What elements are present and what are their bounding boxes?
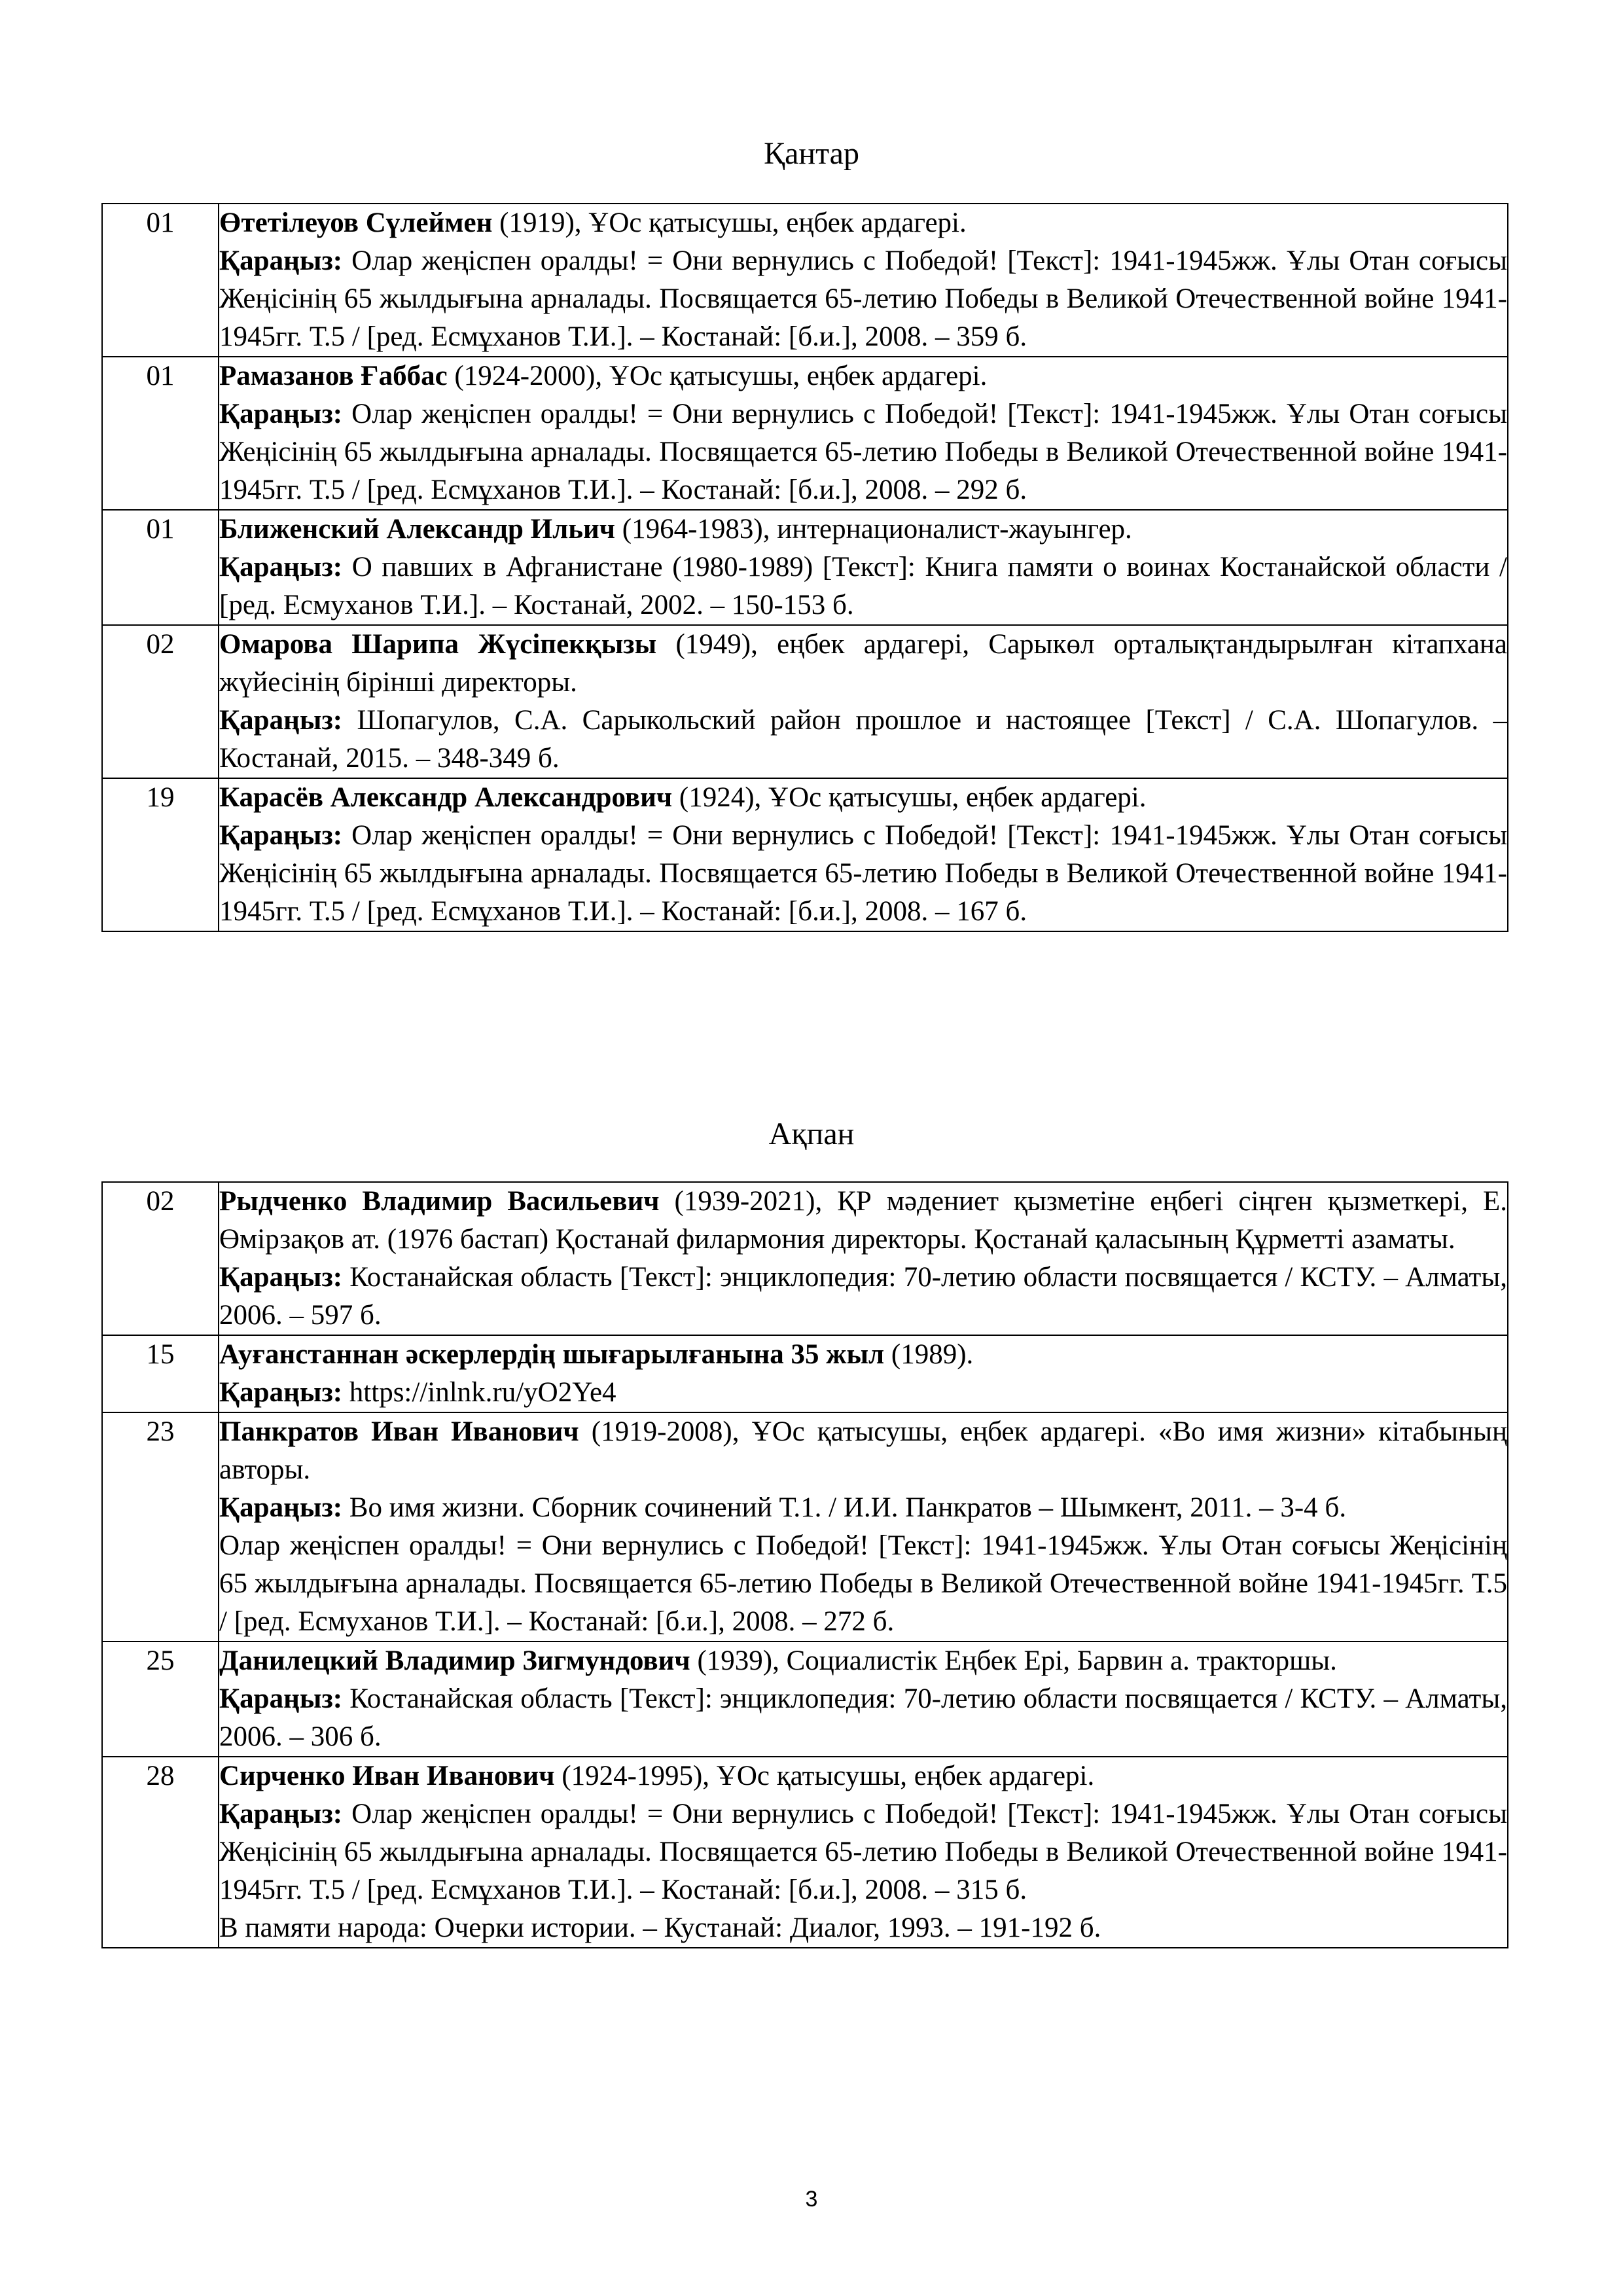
entry-day: 02 xyxy=(102,1182,219,1335)
entry-day: 28 xyxy=(102,1757,219,1948)
entry-heading-line xyxy=(219,357,1507,395)
reference-label: Қараңыз: xyxy=(219,1262,343,1293)
table-row xyxy=(102,1335,1508,1412)
entry-reference xyxy=(219,817,1507,931)
entry-reference-extra: В памяти народа: Очерки истории. – Кустанай: Диалог, 1993. – 191-192 б. xyxy=(219,1912,1101,1943)
entry-reference xyxy=(219,1680,1507,1756)
entry-content xyxy=(219,1412,1508,1641)
entry-day: 01 xyxy=(102,510,219,625)
entry-heading-line xyxy=(219,626,1507,702)
entry-content xyxy=(219,510,1508,625)
entry-heading-line xyxy=(219,1642,1507,1680)
entry-details: (1919-2008), ҰОс қатысушы, еңбек ардагері. «Во имя жизни» кітабының авторы. xyxy=(219,1416,1507,1485)
entry-heading-line xyxy=(219,1183,1507,1259)
entry-reference xyxy=(219,548,1507,624)
reference-label: Қараңыз: xyxy=(219,1799,343,1829)
reference-text: Костанайская область [Текст]: энциклопедия: 70-летию области посвящается / КСТУ. – Алматы, 2006. – 306 б. xyxy=(219,1683,1507,1752)
entry-details: (1919), ҰОс қатысушы, еңбек ардагері. xyxy=(499,207,967,238)
reference-label: Қараңыз: xyxy=(219,399,343,429)
calendar-table-aqpan xyxy=(101,1181,1508,1948)
entry-heading-line xyxy=(219,1336,1507,1374)
entry-details: (1939), Социалистік Еңбек Ері, Барвин а. тракторшы. xyxy=(697,1645,1337,1676)
entry-content xyxy=(219,1335,1508,1412)
entry-name: Ауғанстаннан әскерлердің шығарылғанына 35 жыл xyxy=(219,1339,885,1370)
calendar-table-qantar xyxy=(101,203,1508,932)
reference-text: Олар жеңіспен оралды! = Они вернулись с Победой! [Текст]: 1941-1945жж. Ұлы Отан соғысы Жеңісінің 65 жылдығына арналады. Посвящается 65-летию Победы в Великой Отечественной войне 1941-1945гг. Т.5 / [ред. Есмұханов Т.И.]. – Костанай: [б.и.], 2008. – 359 б. xyxy=(219,245,1508,352)
reference-label: Қараңыз: xyxy=(219,245,343,276)
entry-reference xyxy=(219,395,1507,509)
entry-heading-line xyxy=(219,1757,1507,1795)
entry-heading-line xyxy=(219,779,1507,817)
entry-reference xyxy=(219,1489,1507,1527)
entry-name: Ближенский Александр Ильич xyxy=(219,514,616,545)
entry-details: (1924-1995), ҰОс қатысушы, еңбек ардагері. xyxy=(562,1761,1095,1791)
month-title-qantar: Қантар xyxy=(764,136,859,171)
reference-label: Қараңыз: xyxy=(219,705,343,736)
entry-day: 23 xyxy=(102,1412,219,1641)
entry-content xyxy=(219,625,1508,778)
reference-text: Костанайская область [Текст]: энциклопедия: 70-летию области посвящается / КСТУ. – Алматы, 2006. – 597 б. xyxy=(219,1262,1507,1331)
entry-details: (1964-1983), интернационалист-жауынгер. xyxy=(622,514,1132,545)
entry-day: 02 xyxy=(102,625,219,778)
table-row xyxy=(102,778,1508,931)
entry-heading-line xyxy=(219,204,1507,242)
reference-label: Қараңыз: xyxy=(219,1492,343,1523)
entry-name: Карасёв Александр Александрович xyxy=(219,782,673,813)
table-row xyxy=(102,1757,1508,1948)
entry-day: 19 xyxy=(102,778,219,931)
reference-text: Олар жеңіспен оралды! = Они вернулись с Победой! [Текст]: 1941-1945жж. Ұлы Отан соғысы Жеңісінің 65 жылдығына арналады. Посвящается 65-летию Победы в Великой Отечественной войне 1941-1945гг. Т.5 / [ред. Есмұханов Т.И.]. – Костанай: [б.и.], 2008. – 167 б. xyxy=(219,820,1508,927)
table-row xyxy=(102,1641,1508,1757)
table-row xyxy=(102,357,1508,510)
entry-reference xyxy=(219,1374,1507,1412)
reference-text: Шопагулов, С.А. Сарыкольский район прошлое и настоящее [Текст] / С.А. Шопагулов. – Костанай, 2015. – 348-349 б. xyxy=(219,705,1507,774)
entry-content xyxy=(219,1182,1508,1335)
entry-day: 01 xyxy=(102,204,219,357)
reference-label: Қараңыз: xyxy=(219,1377,343,1408)
reference-text: Олар жеңіспен оралды! = Они вернулись с Победой! [Текст]: 1941-1945жж. Ұлы Отан соғысы Жеңісінің 65 жылдығына арналады. Посвящается 65-летию Победы в Великой Отечественной войне 1941-1945гг. Т.5 / [ред. Есмұханов Т.И.]. – Костанай: [б.и.], 2008. – 292 б. xyxy=(219,399,1508,505)
reference-text: Олар жеңіспен оралды! = Они вернулись с Победой! [Текст]: 1941-1945жж. Ұлы Отан соғысы Жеңісінің 65 жылдығына арналады. Посвящается 65-летию Победы в Великой Отечественной войне 1941-1945гг. Т.5 / [ред. Есмұханов Т.И.]. – Костанай: [б.и.], 2008. – 315 б. xyxy=(219,1799,1508,1905)
entry-name: Омарова Шарипа Жүсіпекқызы xyxy=(219,629,657,660)
entry-name: Сирченко Иван Иванович xyxy=(219,1761,555,1791)
reference-label: Қараңыз: xyxy=(219,552,343,583)
table-row xyxy=(102,625,1508,778)
entry-reference xyxy=(219,1259,1507,1335)
table-row xyxy=(102,510,1508,625)
entry-content xyxy=(219,1757,1508,1948)
entry-content xyxy=(219,778,1508,931)
reference-label: Қараңыз: xyxy=(219,820,343,851)
entry-content xyxy=(219,357,1508,510)
reference-link[interactable]: https://inlnk.ru/yO2Ye4 xyxy=(349,1377,616,1408)
entry-content xyxy=(219,204,1508,357)
entry-details: (1989). xyxy=(891,1339,974,1370)
entry-details: (1949), еңбек ардагері, Сарыкөл орталықтандырылған кітапхана жүйесінің бірінші директоры. xyxy=(219,629,1507,698)
entry-name: Панкратов Иван Иванович xyxy=(219,1416,579,1447)
entry-reference xyxy=(219,702,1507,778)
entry-content xyxy=(219,1641,1508,1757)
entry-day: 15 xyxy=(102,1335,219,1412)
entry-name: Данилецкий Владимир Зигмундович xyxy=(219,1645,690,1676)
entry-details: (1939-2021), ҚР мәдениет қызметіне еңбегі сіңген қызметкері, Е. Өмірзақов ат. (1976 бастап) Қостанай филармония директоры. Қостанай қаласының Құрметті азаматы. xyxy=(219,1186,1507,1255)
table-row xyxy=(102,204,1508,357)
entry-reference xyxy=(219,1795,1507,1909)
entry-heading-line xyxy=(219,1413,1507,1489)
entry-name: Рамазанов Ғаббас xyxy=(219,361,448,391)
entry-reference xyxy=(219,242,1507,356)
page-number: 3 xyxy=(805,2187,818,2212)
reference-label: Қараңыз: xyxy=(219,1683,343,1714)
entry-details: (1924-2000), ҰОс қатысушы, еңбек ардагері. xyxy=(454,361,988,391)
table-row xyxy=(102,1182,1508,1335)
entry-details: (1924), ҰОс қатысушы, еңбек ардагері. xyxy=(679,782,1147,813)
reference-text: Во имя жизни. Сборник сочинений Т.1. / И.И. Панкратов – Шымкент, 2011. – 3-4 б. xyxy=(349,1492,1347,1523)
entry-name: Рыдченко Владимир Васильевич xyxy=(219,1186,660,1217)
table-row xyxy=(102,1412,1508,1641)
entry-day: 01 xyxy=(102,357,219,510)
entry-heading-line xyxy=(219,511,1507,548)
month-title-aqpan: Ақпан xyxy=(768,1117,855,1151)
entry-reference-extra: Олар жеңіспен оралды! = Они вернулись с Победой! [Текст]: 1941-1945жж. Ұлы Отан соғысы Жеңісінің 65 жылдығына арналады. Посвящается 65-летию Победы в Великой Отечественной войне 1941-1945гг. Т.5 / [ред. Есмуханов Т.И.]. – Костанай: [б.и.], 2008. – 272 б. xyxy=(219,1530,1507,1637)
reference-text: О павших в Афганистане (1980-1989) [Текст]: Книга памяти о воинах Костанайской области / [ред. Есмуханов Т.И.]. – Костанай, 2002. – 150-153 б. xyxy=(219,552,1508,620)
entry-name: Өтетілеуов Сүлеймен xyxy=(219,207,493,238)
entry-day: 25 xyxy=(102,1641,219,1757)
